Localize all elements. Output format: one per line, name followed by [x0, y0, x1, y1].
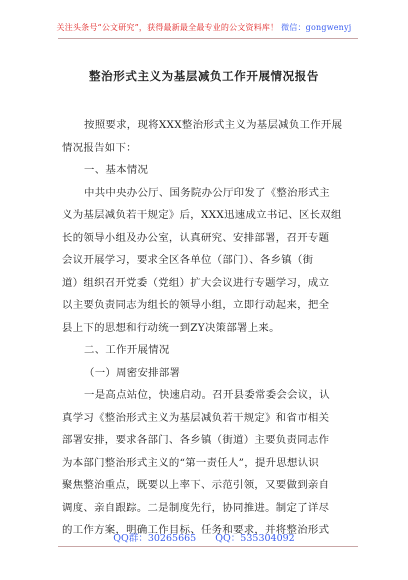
header-promo-text: 关注头条号“公文研究”，获得最新最全最专业的公文资料库！ [56, 23, 279, 32]
body-line: 按照要求，现将XXX整治形式主义为基层减负工作开展 [84, 119, 343, 131]
body-line: 长的领导小组及办公室，认真研究、安排部署，召开专题 [62, 231, 330, 244]
body-line: 聚焦整治重点，既要以上率下、示范引领，又要做到亲自 [62, 479, 330, 491]
document-title: 整治形式主义为基层减负工作开展情况报告 [89, 69, 319, 83]
document-body [62, 114, 350, 542]
body-line: 部署安排，要求各部门、各乡镇（街道）主要负责同志作 [62, 434, 330, 446]
header-banner [0, 22, 408, 33]
body-line: 中共中央办公厅、国务院办公厅印发了《整治形式主 [84, 186, 330, 199]
body-line: 以主要负责同志为组长的领导小组，立即行动起来，把全 [62, 299, 330, 311]
footer-qq-group: QQ群：30265665 [113, 533, 197, 544]
body-line: 会议开展学习，要求全区各单位（部门）、各乡镇（街 [62, 254, 314, 266]
body-line: 为本部门整治形式主义的“第一责任人”，提升思想认识 [62, 456, 320, 469]
footer-divider [58, 546, 358, 547]
header-divider [58, 38, 358, 39]
body-line: 一是高点站位，快速启动。召开县委常委会会议，认 [84, 389, 330, 401]
footer-qq: QQ：535304092 [215, 533, 295, 544]
body-line: 县上下的思想和行动统一到ZY决策部署上来。 [62, 321, 280, 334]
footer [0, 530, 408, 544]
body-line: 道）组织召开党委（党组）扩大会议进行专题学习，成立 [62, 276, 330, 289]
body-line: 二、工作开展情况 [84, 344, 170, 356]
header-wechat-text: 微信：gongwenyj [281, 23, 352, 32]
body-line: 真学习《整治形式主义为基层减负若干规定》和省市相关 [62, 411, 330, 424]
body-line: 义为基层减负若干规定》后，XXX迅速成立书记、区长双组 [62, 209, 342, 221]
body-line: 一、基本情况 [84, 164, 149, 176]
body-line: 调度、亲自跟踪。二是制度先行，协同推进。制定了详尽 [62, 501, 330, 514]
body-line: 情况报告如下： [62, 141, 137, 154]
body-line: 的工作方案，明确工作目标、任务和要求，并将整治形式 [62, 524, 330, 536]
body-line: （一）周密安排部署 [84, 366, 181, 379]
